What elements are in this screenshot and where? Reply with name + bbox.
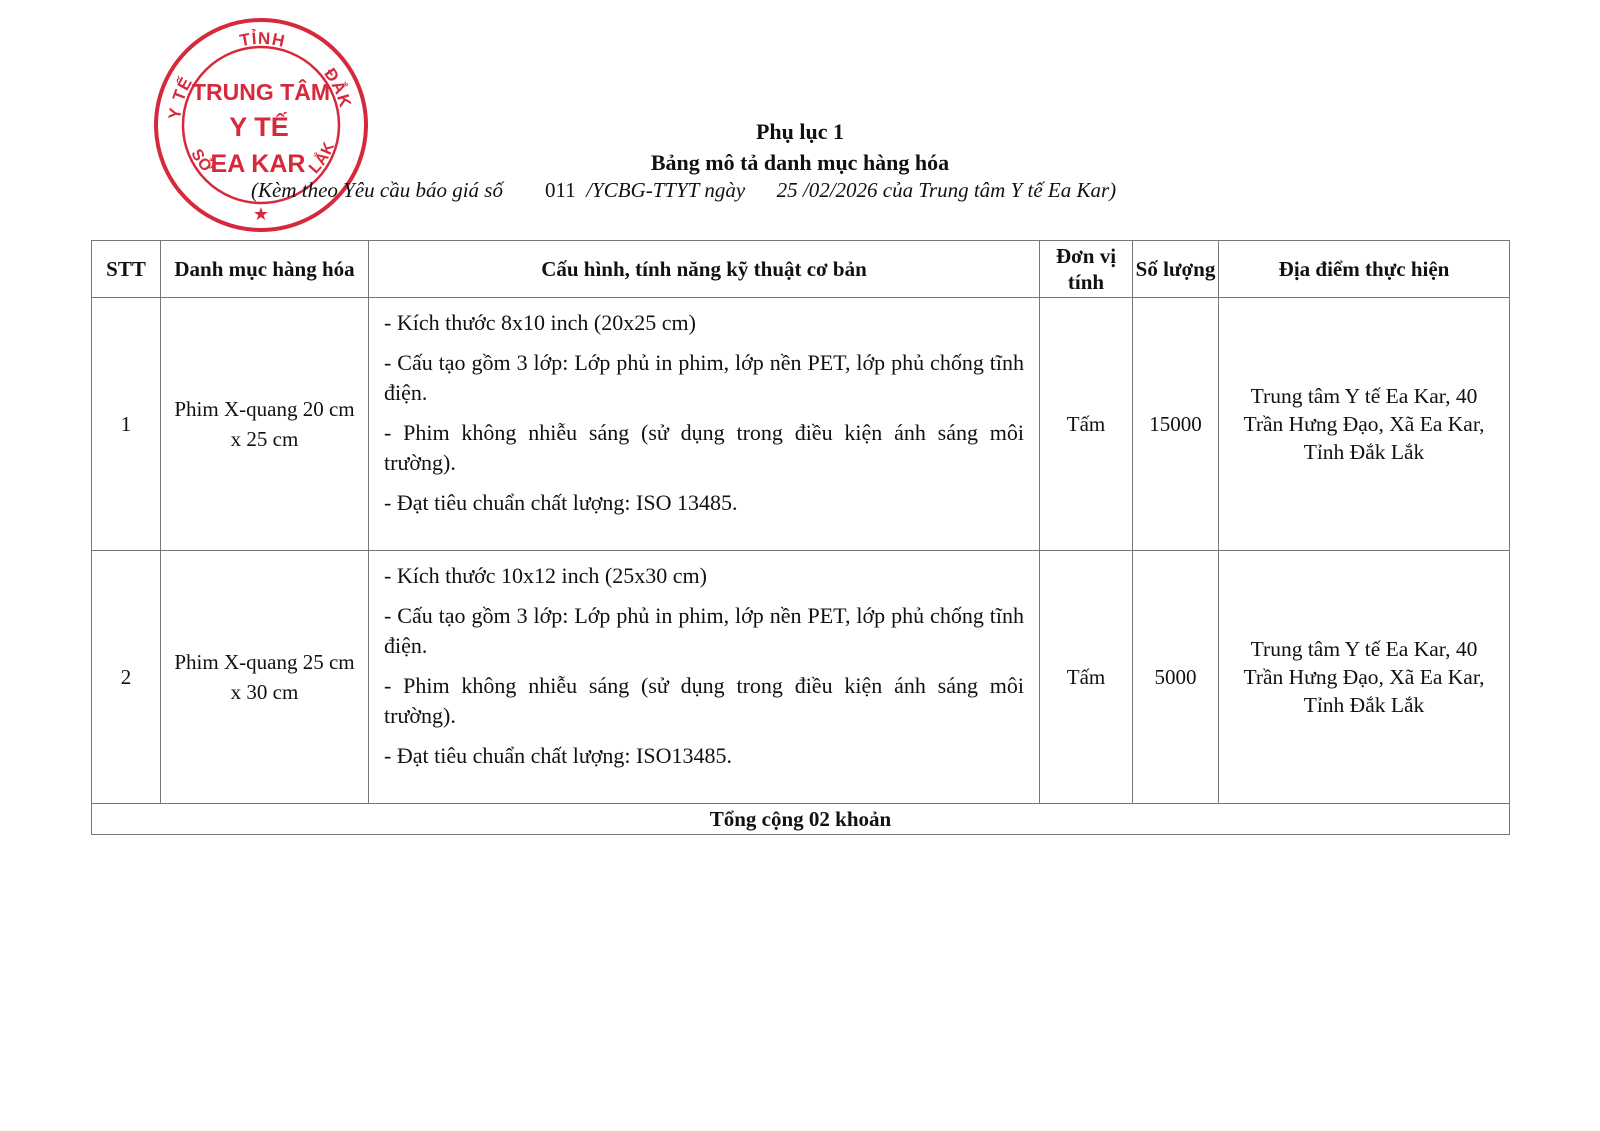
svg-text:TỈNH [238, 29, 287, 51]
stamp-outer-bottom-left-text: SỞ [187, 146, 217, 177]
column-header-quantity: Số lượng [1133, 241, 1219, 298]
row-specs [369, 298, 1040, 551]
row-goods-name: Phim X-quang 20 cm x 25 cm [161, 298, 369, 551]
row-quantity: 15000 [1133, 298, 1219, 551]
spec-line: - Đạt tiêu chuẩn chất lượng: ISO13485. [384, 743, 732, 768]
stamp-star-icon: ★ [252, 204, 270, 225]
spec-line: - Cấu tạo gồm 3 lớp: Lớp phủ in phim, lớp nền PET, lớp phủ chống tĩnh điện. [384, 603, 1024, 658]
appendix-subtitle: Bảng mô tả danh mục hàng hóa [650, 150, 950, 175]
row-stt: 1 [92, 298, 161, 551]
spec-line: - Cấu tạo gồm 3 lớp: Lớp phủ in phim, lớp nền PET, lớp phủ chống tĩnh điện. [384, 350, 1024, 405]
total-label: Tổng cộng 02 khoản [92, 804, 1510, 835]
row-unit: Tấm [1040, 298, 1133, 551]
column-header-unit: Đơn vị tính [1040, 241, 1133, 298]
column-header-stt: STT [92, 241, 161, 298]
row-goods-name: Phim X-quang 25 cm x 30 cm [161, 551, 369, 804]
reference-prefix: (Kèm theo Yêu cầu báo giá số [251, 178, 503, 202]
stamp-line-3: EA KAR [210, 150, 306, 178]
reference-day: 25 [776, 178, 798, 202]
table-total-row [92, 804, 1510, 835]
appendix-title: Phụ lục 1 [755, 119, 845, 144]
reference-suffix: /02/2026 của Trung tâm Y tế Ea Kar) [802, 178, 1117, 202]
stamp-line-1: TRUNG TÂM [192, 79, 330, 105]
reference-number: 011 [544, 178, 576, 202]
row-stt: 2 [92, 551, 161, 804]
table-row [92, 298, 1510, 551]
table-row [92, 551, 1510, 804]
spec-line: - Phim không nhiễu sáng (sử dụng trong điều kiện ánh sáng môi trường). [384, 673, 1024, 728]
stamp-outer-bottom-right-text: LẮK [306, 138, 339, 178]
column-header-location: Địa điểm thực hiện [1219, 241, 1510, 298]
row-location: Trung tâm Y tế Ea Kar, 40 Trần Hưng Đạo, Xã Ea Kar, Tỉnh Đắk Lắk [1219, 551, 1510, 804]
row-specs [369, 551, 1040, 804]
column-header-goods: Danh mục hàng hóa [161, 241, 369, 298]
row-unit: Tấm [1040, 551, 1133, 804]
spec-line: - Kích thước 8x10 inch (20x25 cm) [384, 310, 696, 335]
spec-line: - Phim không nhiễu sáng (sử dụng trong điều kiện ánh sáng môi trường). [384, 420, 1024, 475]
stamp-outer-top-text: TỈNH [238, 28, 288, 51]
stamp-outer-left-text: Y TẾ [165, 73, 197, 121]
spec-line: - Đạt tiêu chuẩn chất lượng: ISO 13485. [384, 490, 738, 515]
reference-line [251, 176, 1116, 204]
stamp-line-2: Y TẾ [229, 112, 289, 142]
column-header-specs: Cấu hình, tính năng kỹ thuật cơ bản [369, 241, 1040, 298]
goods-table [91, 240, 1510, 835]
table-header-row [92, 241, 1510, 298]
spec-line: - Kích thước 10x12 inch (25x30 cm) [384, 563, 707, 588]
stamp-outer-right-text: ĐẮK [320, 64, 356, 111]
row-quantity: 5000 [1133, 551, 1219, 804]
row-location: Trung tâm Y tế Ea Kar, 40 Trần Hưng Đạo, Xã Ea Kar, Tỉnh Đắk Lắk [1219, 298, 1510, 551]
reference-code: /YCBG-TTYT ngày [586, 178, 746, 202]
